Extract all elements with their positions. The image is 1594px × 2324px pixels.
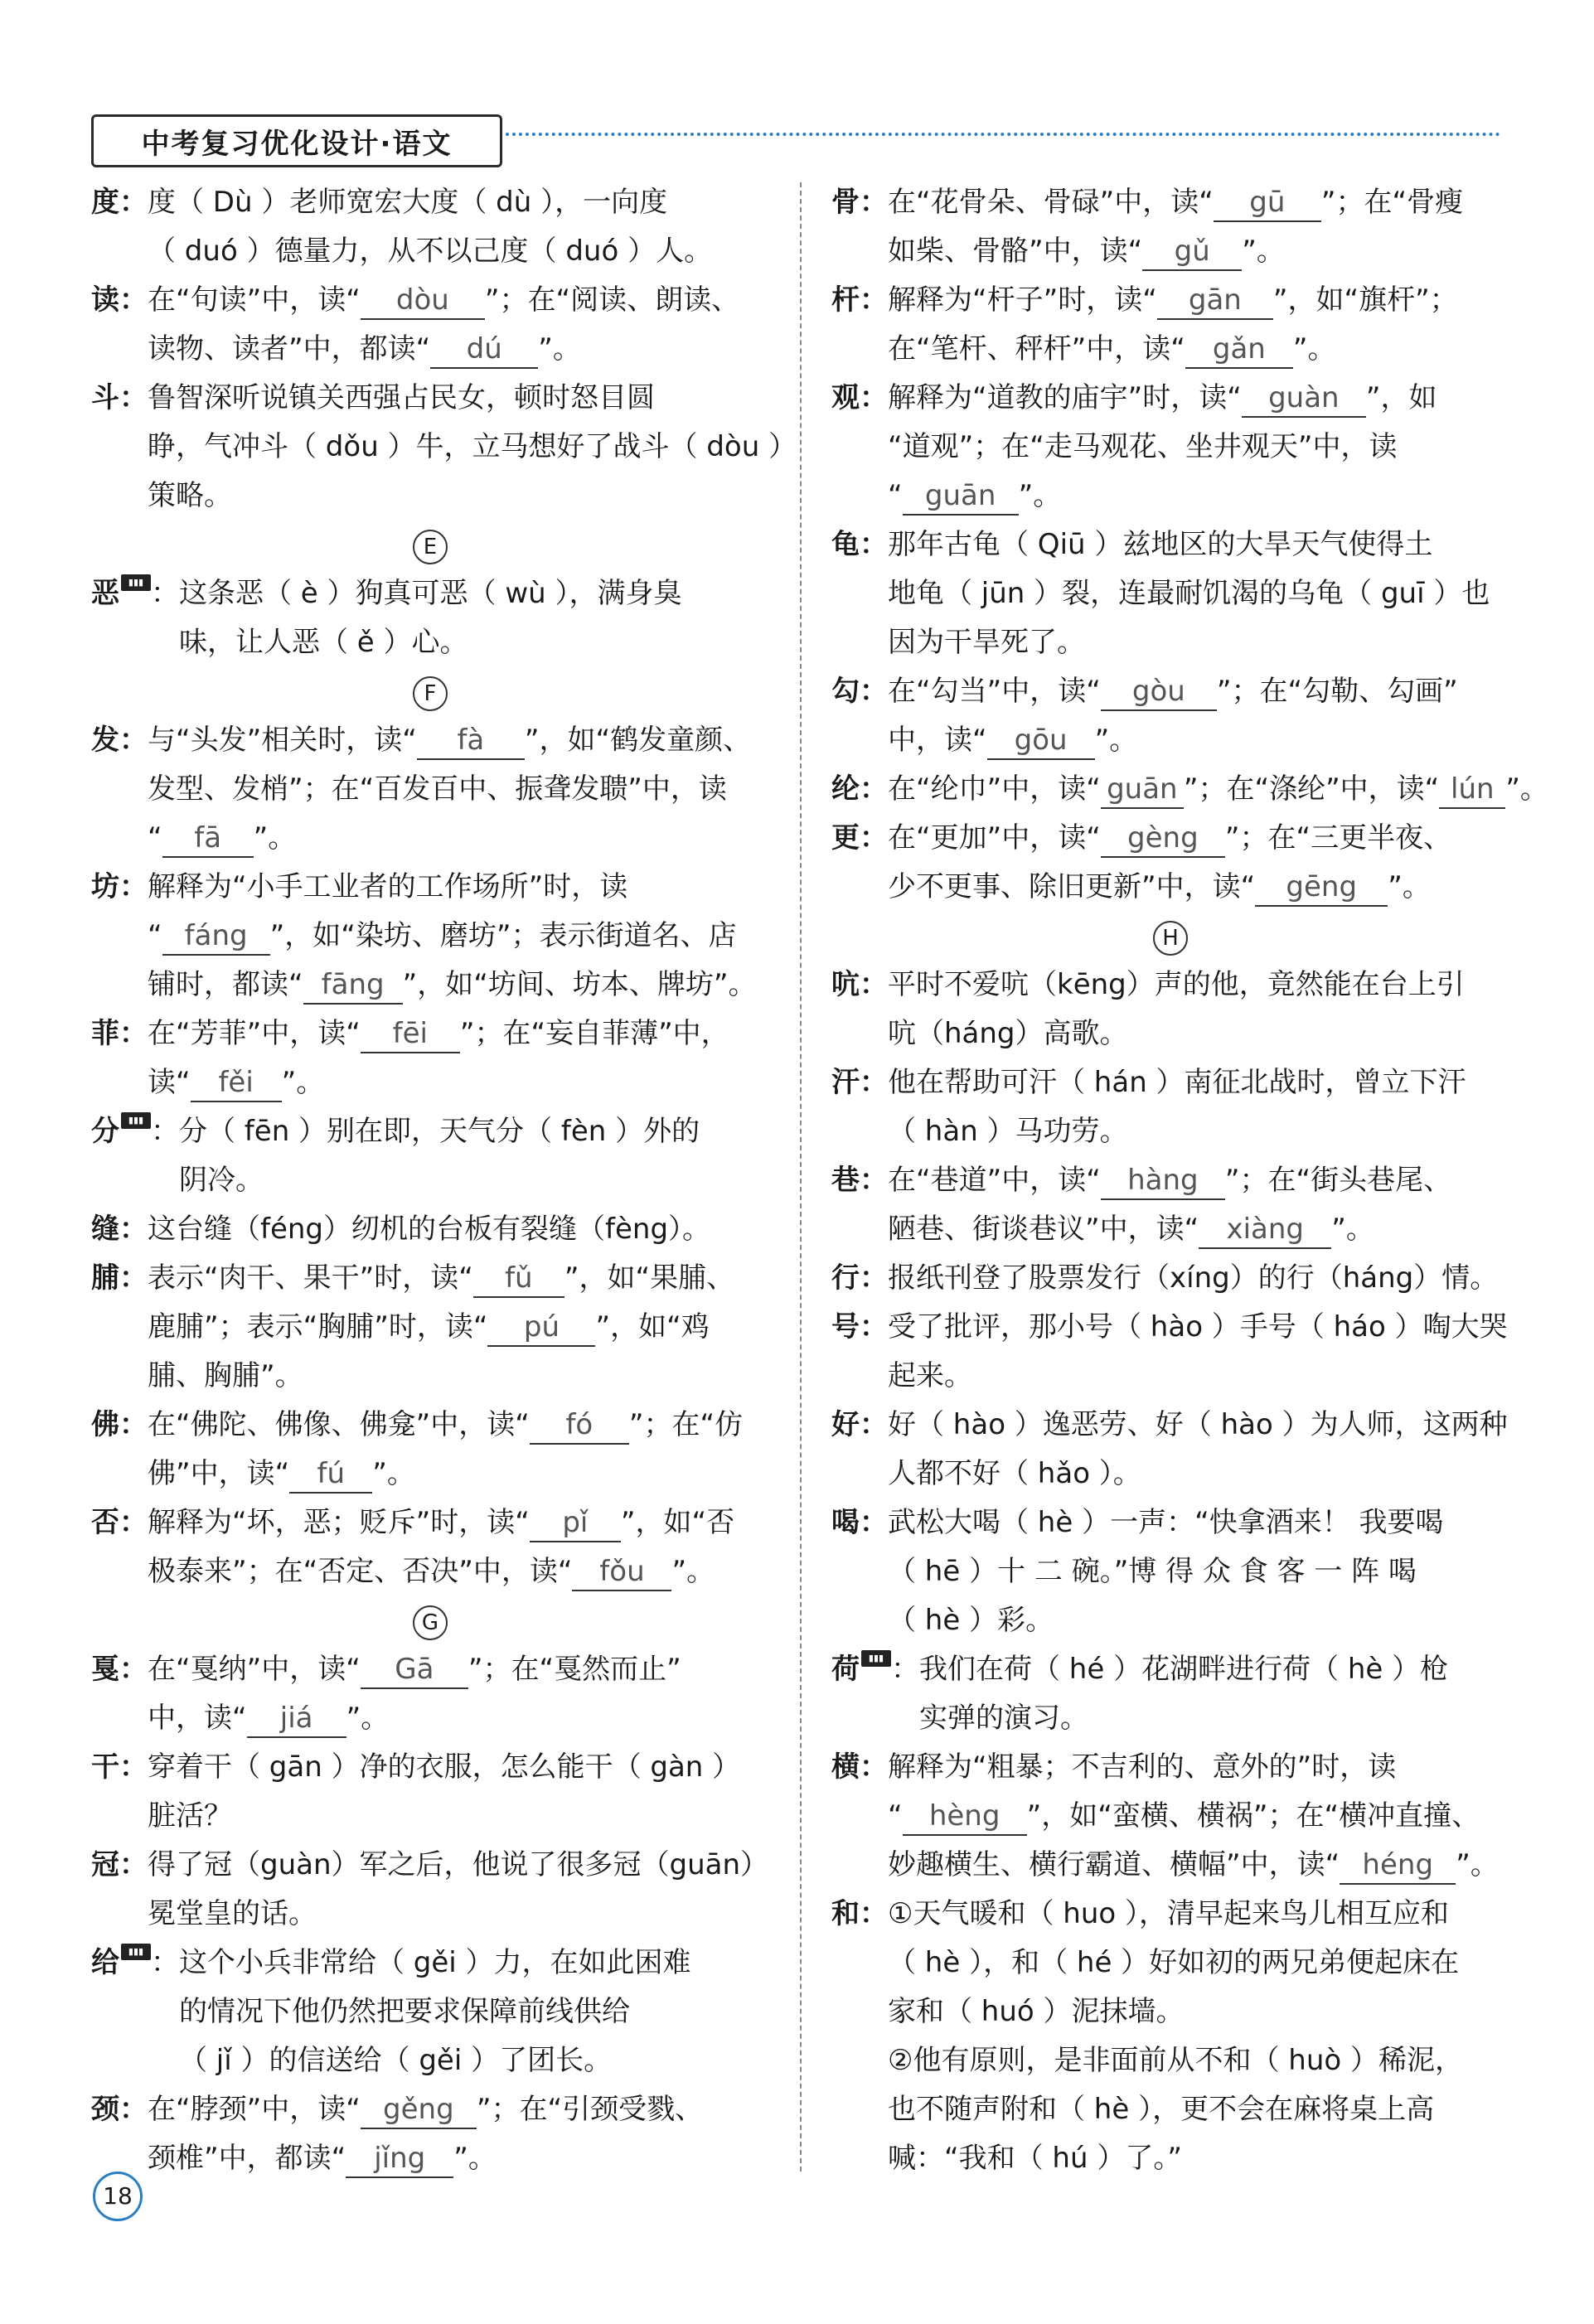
entry-head: 和 [831,1897,860,1930]
entry-text: 实弹的演习。 [919,1702,1088,1735]
entry-gan2: 杆 ： 解释为“杆子”时，读“ gān ”，如“旗杆”； 在“笔杆、秤杆”中，读“ gǎn ”。 [831,276,1509,374]
answer-blank: gǔ [1142,233,1242,271]
answer-blank: gǎn [1185,331,1293,369]
answer-blank: gū [1214,184,1321,222]
entry-text: 那年古龟（ Qiū ）兹地区的大旱天气使得土 [888,528,1433,561]
entry-hang: 吭 ： 平时不爱吭（kēng）声的他，竟然能在台上引 吭（háng）高歌。 [831,961,1509,1058]
entry-gou: 勾 ： 在“勾当”中，读“ gòu ”；在“勾勒、勾画” 中，读“ gōu ”。 [831,667,1509,765]
header-dotted-rule [506,133,1500,136]
answer-blank: fà [417,722,525,760]
entry-text: ：这条恶（ è ）狗真可恶（ wù ），满身臭 [151,577,682,610]
answer-blank: gòu [1101,673,1217,711]
answer-blank: pú [487,1309,595,1347]
entry-xing: 行 ： 报纸刊登了股票发行（xíng）的行（háng）情。 [831,1254,1509,1303]
entry-head: 巷 [831,1164,860,1197]
entry-ga: 戛 ： 在“戛纳”中，读“ Gā ”；在“戛然而止” 中，读“ jiá ”。 [91,1645,769,1743]
entry-text: 味，让人恶（ ě ）心。 [179,626,468,659]
entry-text: 好（ hào ）逸恶劳、好（ hào ）为人师，这两种 [888,1408,1508,1441]
entry-head: 恶 ▮▮▮ [91,569,151,618]
entry-head: 戛 [91,1653,119,1686]
entry-text: ：分（ fēn ）别在即，天气分（ fèn ）外的 [151,1115,700,1148]
exam-year-mark: ▮▮▮ [121,574,151,591]
entry-text: （ hè ），和（ hé ）好如初的两兄弟便起床在 [888,1946,1460,1979]
answer-blank: gōu [987,722,1095,760]
entry-guan2: 观 ： 解释为“道教的庙宇”时，读“ guàn ”，如 “道观”；在“走马观花、坐井观天”中，读 “ guān ”。 [831,374,1509,520]
entry-head: 分 ▮▮▮ [91,1107,151,1156]
entry-pi: 否 ： 解释为“坏，恶；贬斥”时，读“ pǐ ”，如“否 极泰来”；在“否定、否决”中，读“ fǒu ”。 [91,1498,769,1596]
entry-text: （ hè ）彩。 [888,1604,1054,1637]
section-letter-e: E [91,520,769,569]
entry-head: 荷 ▮▮▮ [831,1645,891,1694]
entry-head: 菲 [91,1017,119,1050]
entry-lun: 纶 ： 在“纶巾”中，读“ guān ”；在“涤纶”中，读“ lún ”。 [831,765,1509,814]
entry-fei: 菲 ： 在“芳菲”中，读“ fēi ”；在“妄自菲薄”中， 读“ fěi ”。 [91,1009,769,1107]
entry-head: 好 [831,1408,860,1441]
entry-head: 汗 [831,1066,860,1099]
entry-text: （ duó ）德量力，从不以己度（ duó ）人。 [148,235,713,268]
entry-head: 横 [831,1750,860,1784]
entry-text: 他在帮助可汗（ hán ）南征北战时，曾立下汗 [888,1066,1466,1099]
entry-head: 冠 [91,1848,119,1881]
entry-head: 坊 [91,870,119,903]
entry-head: 脯 [91,1261,119,1295]
exam-year-mark: ▮▮▮ [121,1944,151,1960]
entry-text: 发型、发梢”；在“百发百中、振聋发聩”中，读 [148,772,727,806]
answer-blank: gān [1157,282,1273,320]
answer-blank: guān [903,477,1019,516]
answer-blank: lún [1439,771,1505,809]
entry-gei [91,1939,769,2085]
answer-blank: fú [289,1455,372,1494]
entry-head: 斗 [91,381,119,414]
entry-geng: 更 ： 在“更加”中，读“ gèng ”；在“三更半夜、 少不更事、除旧更新”中，读“ gēng ”。 [831,814,1509,912]
entry-text: 也不随声附和（ hè ），更不会在麻将桌上高 [888,2093,1435,2126]
entry-fu: 脯 ： 表示“肉干、果干”时，读“ fǔ ”，如“果脯、 鹿脯”；表示“胸脯”时，读“ pú ”，如“鸡 脯、胸脯”。 [91,1254,769,1401]
answer-blank: fó [530,1407,629,1445]
entry-text: 策略。 [148,479,232,512]
entry-text: 武松大喝（ hè ）一声：“快拿酒来！ 我要喝 [888,1506,1444,1539]
entry-hao2: 好 ： 好（ hào ）逸恶劳、好（ hào ）为人师，这两种 人都不好（ hǎo ）。 [831,1401,1509,1498]
answer-blank: gěng [361,2091,477,2129]
entry-gan: 干 ： 穿着干（ gān ）净的衣服，怎么能干（ gàn ） 脏活？ [91,1743,769,1841]
entry-text: 鲁智深听说镇关西强占民女，顿时怒目圆 [148,381,655,414]
right-column [831,178,1548,2183]
answer-blank: fáng [162,917,270,956]
entry-fang: 坊 ： 解释为“小手工业者的工作场所”时，读 “ fáng ”，如“染坊、磨坊”；表示街道名、店 铺时，都读“ fāng ”，如“坊间、坊本、牌坊”。 [91,863,769,1009]
page-number: 18 [93,2171,143,2221]
entry-head: 否 [91,1506,119,1539]
answer-blank: fēi [361,1015,460,1053]
entry-text: 受了批评，那小号（ hào ）手号（ háo ）啕大哭 [888,1310,1508,1344]
header-title: 中考复习优化设计·语文 [91,114,502,167]
entry-he: 喝 ： 武松大喝（ hè ）一声：“快拿酒来！ 我要喝 （ hē ）十 二 碗。”博 得 众 食 客 一 阵 喝 （ hè ）彩。 [831,1498,1509,1645]
answer-blank: pǐ [530,1504,621,1542]
answer-blank: fā [162,820,254,858]
entry-feng: 缝 ： 这台缝（féng）纫机的台板有裂缝（fèng）。 [91,1205,769,1254]
entry-text: 睁，气冲斗（ dǒu ）牛，立马想好了战斗（ dòu ） [148,430,797,463]
entry-head: 发 [91,724,119,757]
entry-dou: 斗 ： 鲁智深听说镇关西强占民女，顿时怒目圆 睁，气冲斗（ dǒu ）牛，立马想好了战斗（ dòu ） 策略。 [91,374,769,520]
entry-fo: 佛 ： 在“佛陀、佛像、佛龛”中，读“ fó ”；在“仿 佛”中，读“ fú ”。 [91,1401,769,1498]
entry-text: ：我们在荷（ hé ）花湖畔进行荷（ hè ）枪 [891,1653,1449,1686]
entry-text: 在“句读”中，读“ [148,283,361,317]
entry-jing: 颈 ： 在“脖颈”中，读“ gěng ”；在“引颈受戮、 颈椎”中，都读“ jǐng ”。 [91,2085,769,2183]
entry-gu: 骨 ： 在“花骨朵、骨碌”中，读“ gū ”；在“骨瘦 如柴、骨骼”中，读“ gǔ ”。 [831,178,1509,276]
entry-head: 度 [91,186,119,219]
entry-hao: 号 ： 受了批评，那小号（ hào ）手号（ háo ）啕大哭 起来。 [831,1303,1509,1401]
entry-head: 喝 [831,1506,860,1539]
entry-head: 吭 [831,968,860,1001]
entry-head: 观 [831,381,860,414]
entry-head: 杆 [831,283,860,317]
entry-text: ”；在“阅读、朗读、 [484,283,740,317]
answer-blank: fěi [191,1064,282,1102]
entry-text: 冕堂皇的话。 [148,1897,317,1930]
entry-gui: 龟 ： 那年古龟（ Qiū ）兹地区的大旱天气使得土 地龟（ jūn ）裂，连最耐饥渴的乌龟（ guī ）也 因为干旱死了。 [831,520,1509,667]
answer-blank: Gā [361,1651,468,1689]
answer-blank: jiá [247,1700,346,1738]
answer-blank: fǒu [572,1553,671,1591]
section-letter-h: H [831,912,1509,961]
entry-text: 这台缝（féng）纫机的台板有裂缝（fèng）。 [148,1213,711,1246]
entry-head: 号 [831,1310,860,1344]
entry-he3: 和 ： ①天气暖和（ huo ），清早起来鸟儿相互应和 （ hè ），和（ hé ）好如初的两兄弟便起床在 家和（ huó ）泥抹墙。 ②他有原则，是非面前从不和（ huò ）稀泥， 也不随声附和（ hè ），更不会在麻将桌上高 喊：“我和（ hú ）了。” [831,1890,1509,2183]
answer-blank: xiàng [1199,1211,1331,1249]
entry-text: 解释为“粗暴；不吉利的、意外的”时，读 [888,1750,1397,1784]
answer-blank: hèng [903,1798,1027,1836]
entry-text: （ hē ）十 二 碗。”博 得 众 食 客 一 阵 喝 [888,1555,1417,1588]
answer-blank: dòu [361,282,485,320]
answer-blank: fǔ [473,1260,564,1298]
entry-head: 佛 [91,1408,119,1441]
entry-head: 给 ▮▮▮ [91,1939,151,1988]
answer-blank: dú [430,331,538,369]
exam-year-mark: ▮▮▮ [121,1112,151,1129]
entry-text: 家和（ huó ）泥抹墙。 [888,1995,1185,2028]
entry-han: 汗 ： 他在帮助可汗（ hán ）南征北战时，曾立下汗 （ hàn ）马功劳。 [831,1058,1509,1156]
entry-text: 吭（háng）高歌。 [888,1017,1128,1050]
entry-text: （ jǐ ）的信送给（ gěi ）了团长。 [179,2044,613,2077]
entry-text: 脯、胸脯”。 [148,1359,303,1392]
entry-he2 [831,1645,1509,1743]
entry-xiang: 巷 ： 在“巷道”中，读“ hàng ”；在“街头巷尾、 陋巷、街谈巷议”中，读“ xiàng ”。 [831,1156,1509,1254]
entry-text: 阴冷。 [179,1164,264,1197]
entry-text: ”。 [538,332,581,366]
entry-text: 报纸刊登了股票发行（xíng）的行（háng）情。 [888,1261,1499,1295]
entry-text: 穿着干（ gān ）净的衣服，怎么能干（ gàn ） [148,1750,741,1784]
entry-text: 地龟（ jūn ）裂，连最耐饥渴的乌龟（ guī ）也 [888,577,1490,610]
entry-fen [91,1107,769,1205]
entry-head: 干 [91,1750,119,1784]
entry-du-read: 读 ： 在“句读”中，读“ dòu ”；在“阅读、朗读、 读物、读者”中，都读“ dú ”。 [91,276,769,374]
entry-text: 喊：“我和（ hú ）了。” [888,2142,1182,2175]
entry-text: 人都不好（ hǎo ）。 [888,1457,1141,1490]
entry-head: 颈 [91,2093,119,2126]
answer-blank: hàng [1101,1162,1225,1200]
column-divider [800,182,802,2171]
entry-head: 龟 [831,528,860,561]
entry-text: 因为干旱死了。 [888,626,1085,659]
entry-head: 纶 [831,772,860,806]
entry-e [91,569,769,667]
entry-text: ②他有原则，是非面前从不和（ huò ）稀泥， [888,2044,1463,2077]
left-column [91,178,797,2183]
entry-text: 起来。 [888,1359,972,1392]
entry-text: 的情况下他仍然把要求保障前线供给 [179,1995,630,2028]
entry-text: 读物、读者”中，都读“ [148,332,431,366]
entry-text: （ hàn ）马功劳。 [888,1115,1128,1148]
section-letter-g: G [91,1596,769,1645]
answer-blank: guàn [1242,380,1366,418]
answer-blank: fāng [303,966,403,1005]
entry-text: “道观”；在“走马观花、坐井观天”中，读 [888,430,1398,463]
entry-heng: 横 ： 解释为“粗暴；不吉利的、意外的”时，读 “ hèng ”，如“蛮横、横祸”；在“横冲直撞、 妙趣横生、横行霸道、横幅”中，读“ héng ”。 [831,1743,1509,1890]
entry-text: ①天气暖和（ huo ），清早起来鸟儿相互应和 [888,1897,1449,1930]
entry-head: 勾 [831,675,860,708]
answer-blank: héng [1340,1847,1456,1885]
entry-guan: 冠 ： 得了冠（guàn）军之后，他说了很多冠（guān） 冕堂皇的话。 [91,1841,769,1939]
answer-blank: jǐng [346,2140,453,2178]
entry-head: 更 [831,821,860,855]
entry-text: ：这个小兵非常给（ gěi ）力，在如此困难 [151,1946,691,1979]
answer-blank: guān [1101,771,1184,809]
entry-head: 缝 [91,1213,119,1246]
answer-blank: gèng [1101,820,1225,858]
answer-blank: gēng [1255,869,1388,907]
entry-text: 度（ Dù ）老师宽宏大度（ dù ），一向度 [148,186,668,219]
entry-text: 平时不爱吭（kēng）声的他，竟然能在台上引 [888,968,1465,1001]
entry-head: 骨 [831,186,860,219]
entry-du: 度 ： 度（ Dù ）老师宽宏大度（ dù ），一向度 （ duó ）德量力，从不以己度（ duó ）人。 [91,178,769,276]
entry-text: 脏活？ [148,1799,232,1833]
entry-head: 行 [831,1261,860,1295]
entry-text: 解释为“小手工业者的工作场所”时，读 [148,870,628,903]
entry-text: 得了冠（guàn）军之后，他说了很多冠（guān） [148,1848,769,1881]
section-letter-f: F [91,667,769,716]
exam-year-mark: ▮▮▮ [861,1650,891,1667]
entry-fa: 发 ： 与“头发”相关时，读“ fà ”，如“鹤发童颜、 发型、发梢”；在“百发百中、振聋发聩”中，读 “ fā ”。 [91,716,769,863]
entry-head: 读 [91,283,119,317]
